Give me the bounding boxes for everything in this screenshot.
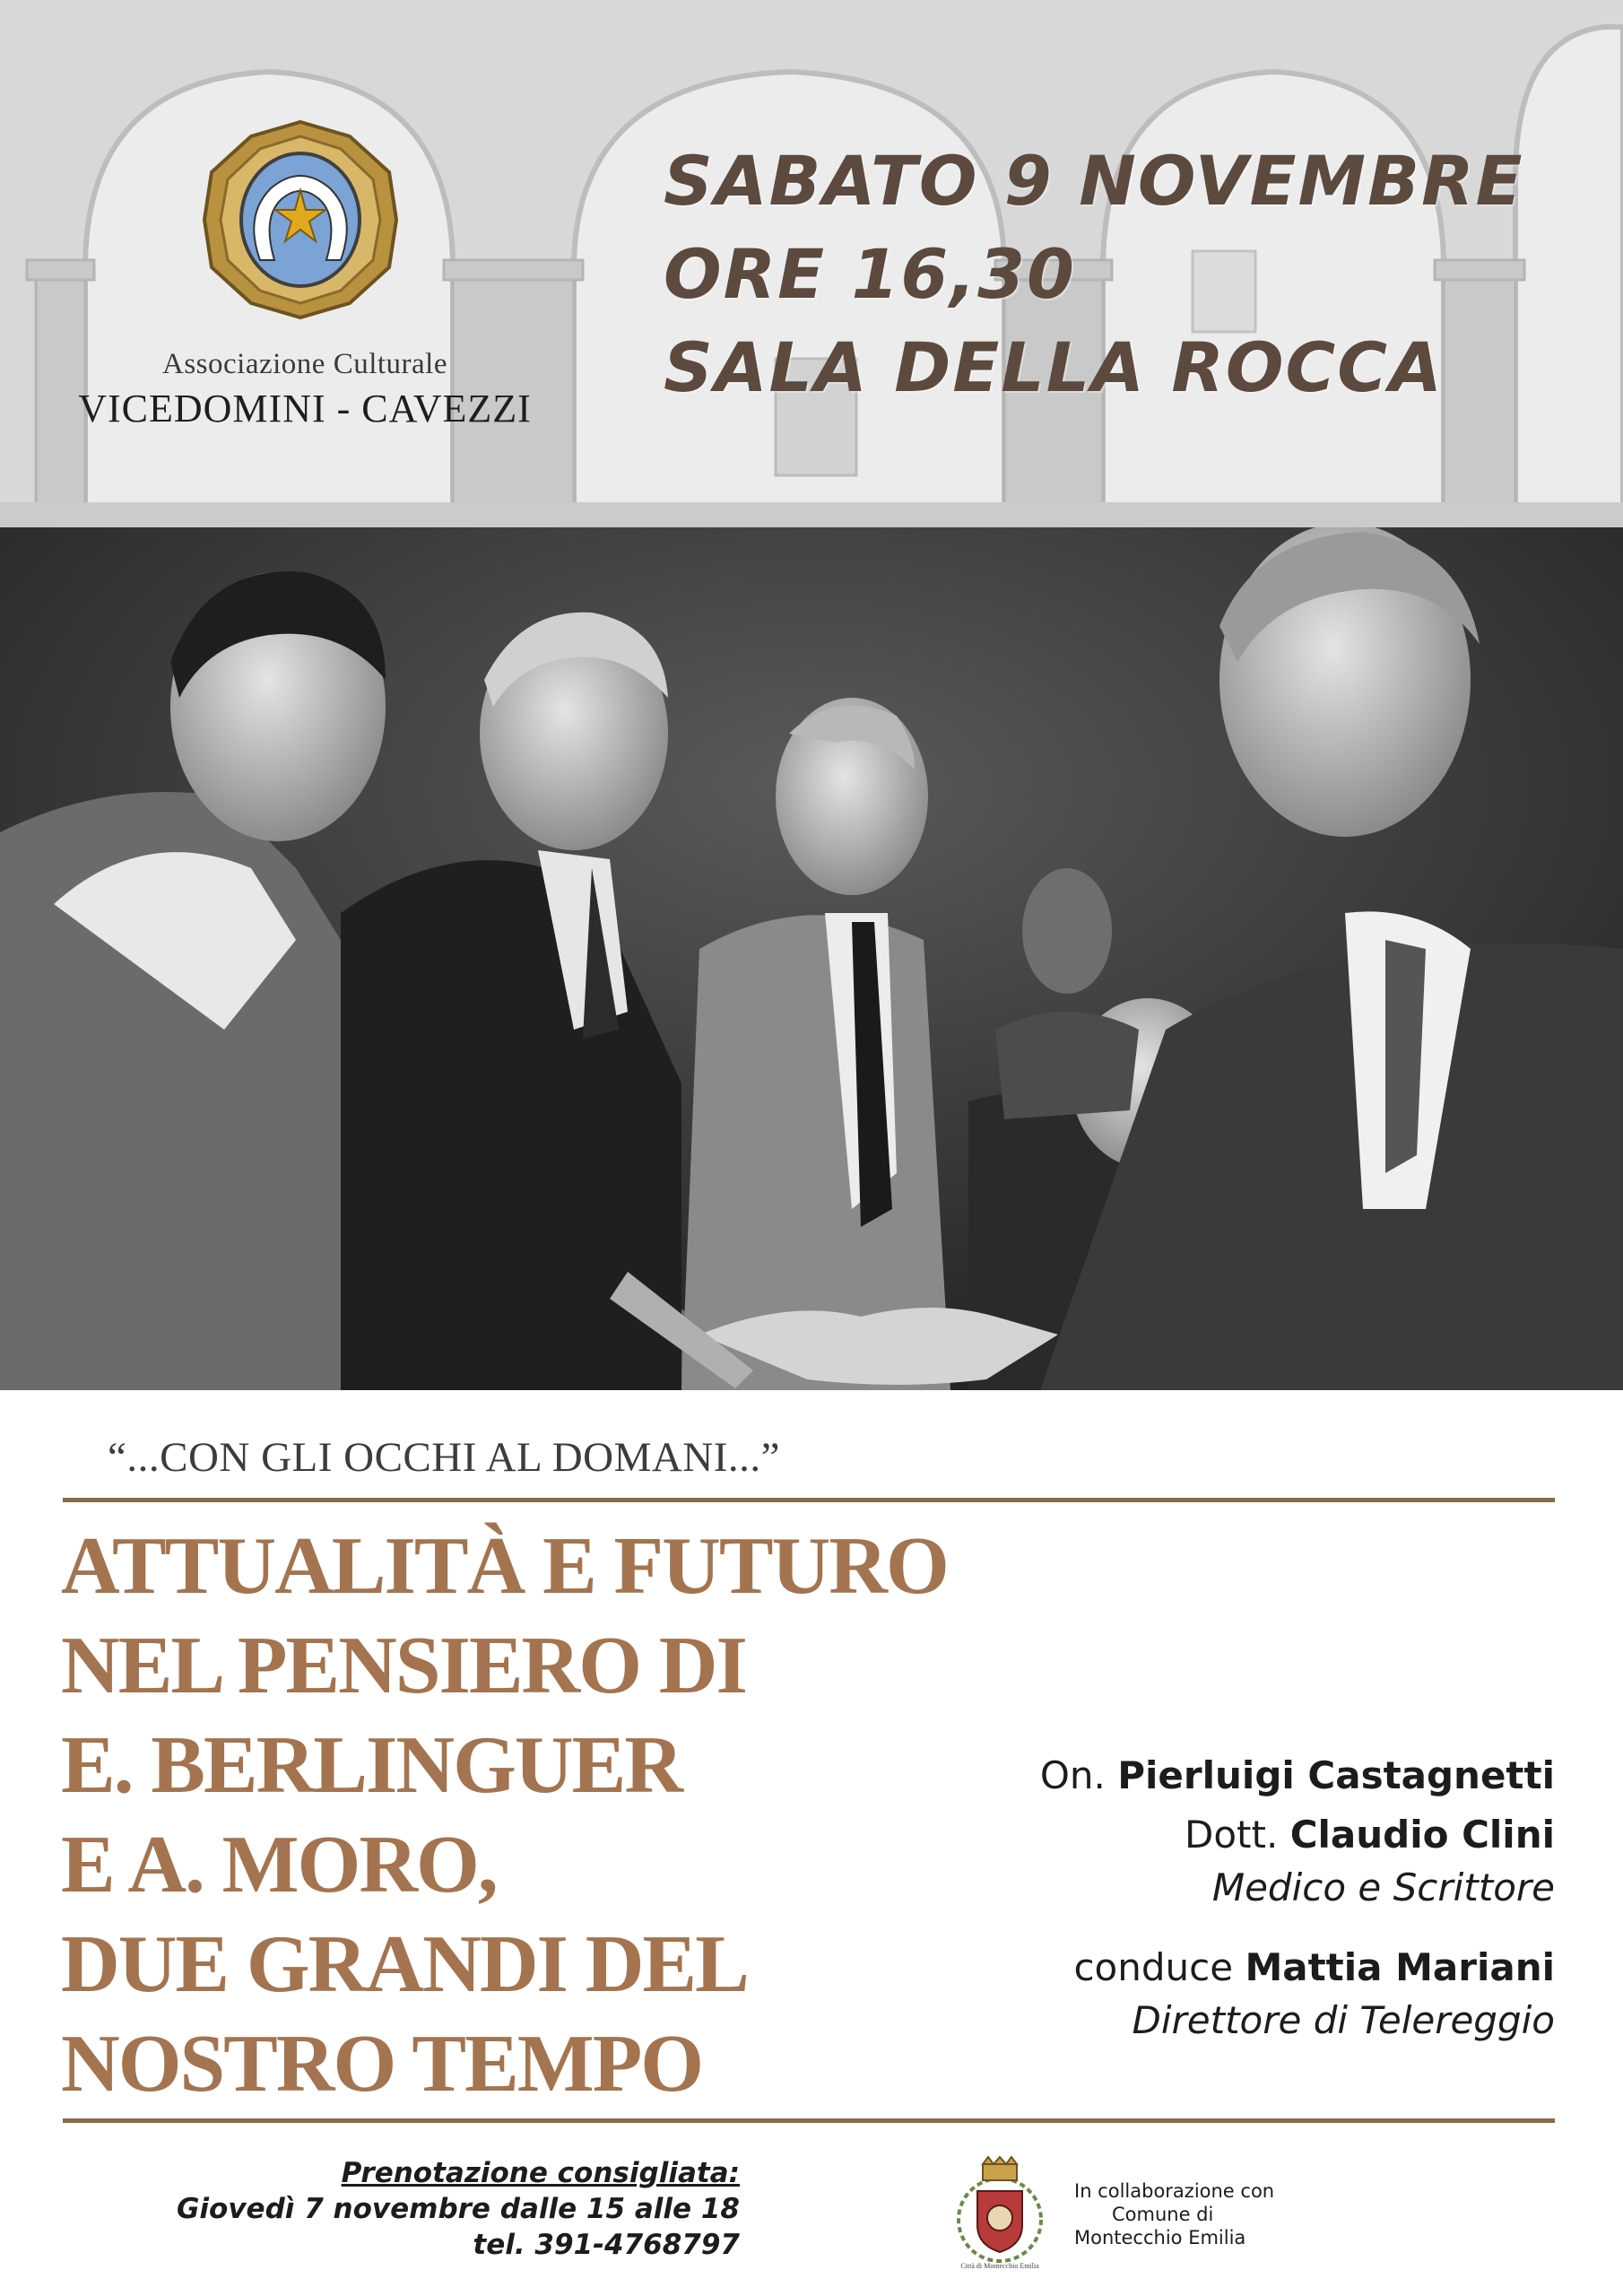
speaker-clini [873,1808,1555,1862]
speaker-prefix: On. [1039,1753,1106,1797]
speaker-castagnetti [873,1749,1555,1803]
speakers-list [873,1749,1555,2047]
event-date-block [664,135,1596,414]
event-tagline: “...CON GLI OCCHI AL DOMANI...” [108,1434,781,1481]
speaker-prefix: Dott. [1185,1813,1279,1857]
speaker-prefix: conduce [1073,1945,1234,1989]
speaker-name: Mattia Mariani [1245,1945,1555,1989]
association-logo [54,117,556,448]
title-line: DUE GRANDI DEL [61,1918,748,2009]
divider-bottom [63,2118,1555,2123]
booking-phone: tel. 391-4768797 [473,2229,740,2261]
association-name: VICEDOMINI - CAVEZZI [78,387,532,430]
speaker-role: Direttore di Telereggio [1132,1998,1555,2042]
collaboration-info [1074,2179,1274,2249]
title-line: E A. MORO, [61,1819,497,1909]
header-banner [0,0,1623,527]
event-date: SABATO 9 NOVEMBRE [664,141,1524,221]
speaker-name: Pierluigi Castagnetti [1117,1753,1555,1797]
speaker-role: Medico e Scrittore [1211,1866,1555,1909]
booking-when: Giovedì 7 novembre dalle 15 alle 18 [176,2193,740,2225]
montecchio-emilia-crest-icon [950,2155,1049,2272]
title-line: NOSTRO TEMPO [61,2018,703,2109]
star-horseshoe-crest-icon [197,117,404,323]
event-title [61,1516,958,2113]
title-line: NEL PENSIERO DI [61,1620,746,1710]
booking-info [108,2155,740,2263]
title-line: ATTUALITÀ E FUTURO [61,1520,948,1611]
booking-label: Prenotazione consigliata: [341,2157,740,2189]
collab-line: Montecchio Emilia [1074,2227,1246,2248]
event-time: ORE 16,30 [664,234,1076,314]
speaker-name: Claudio Clini [1289,1813,1555,1857]
divider-top [63,1498,1555,1502]
collab-line: In collaborazione con [1074,2180,1275,2202]
association-subtitle: Associazione Culturale [162,348,447,380]
title-line: E. BERLINGUER [61,1719,682,1810]
historical-photo [0,527,1623,1390]
historical-photo-handshake [0,527,1623,1390]
event-venue: SALA DELLA ROCCA [664,327,1444,407]
speaker-mariani [873,1941,1555,1995]
svg-text:Città di Montecchio Emilia: Città di Montecchio Emilia [960,2262,1039,2270]
collab-line: Comune di [1112,2204,1214,2225]
